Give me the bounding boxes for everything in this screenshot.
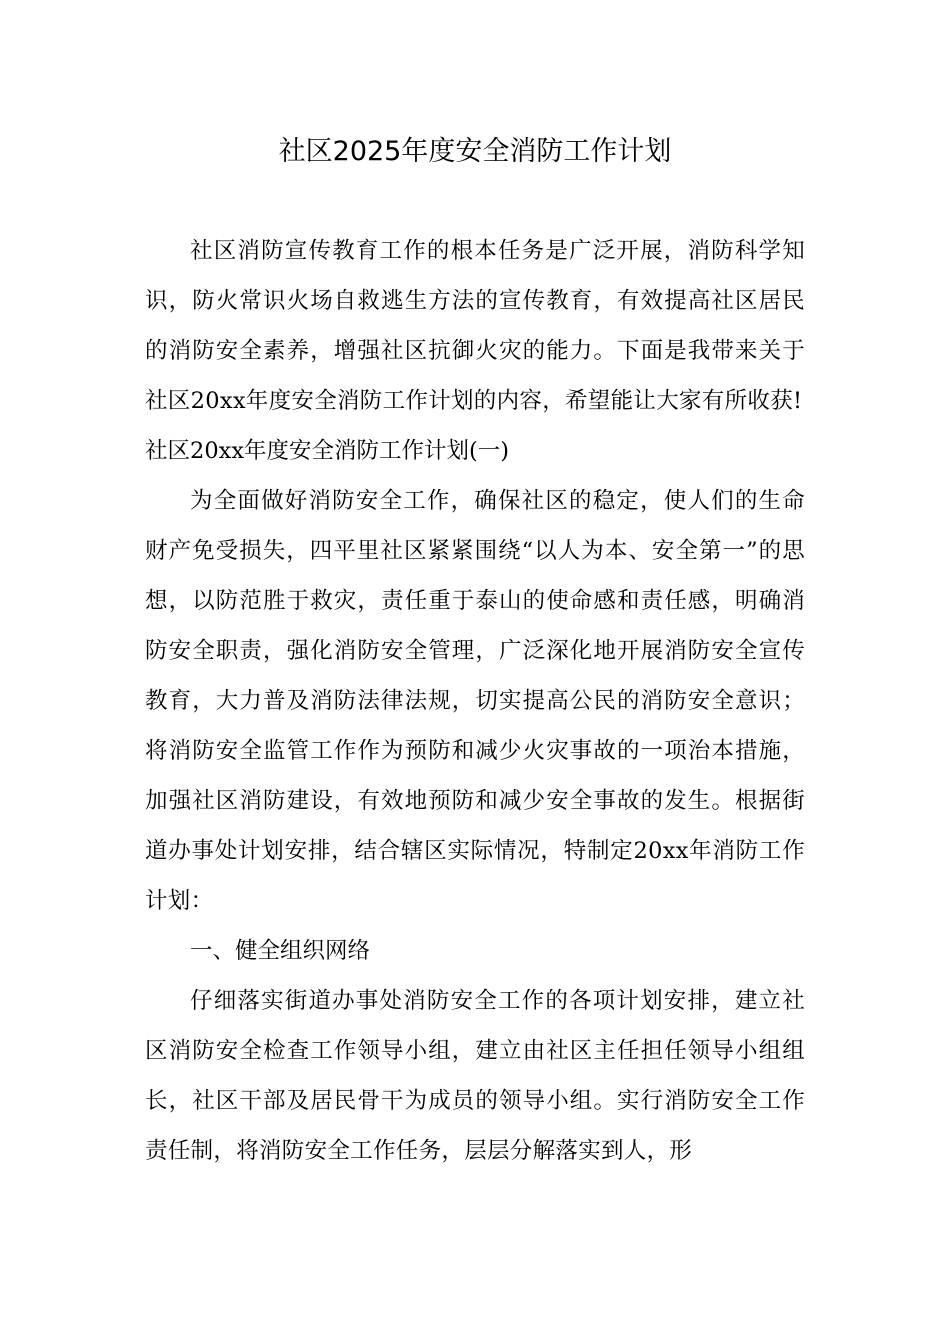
subheading-organization-network: 一、健全组织网络 <box>190 938 371 964</box>
document-title: 社区2025年度安全消防工作计划 <box>278 136 672 167</box>
plan-intro-paragraph: 为全面做好消防安全工作，确保社区的稳定，使人们的生命财产免受损失，四平里社区紧紧围绕“以人为本、安全第一”的思想，以防范胜于救灾，责任重于泰山的使命感和责任感，明确消防安全职责，强化消防安全管理，广泛深化地开展消防安全宣传教育，大力普及消防法律法规，切实提高公民的消防安全意识；将消防安全监管工作作为预防和减少火灾事故的一项治本措施，加强社区消防建设，有效地预防和减少安全事故的发生。根据街道办事处计划安排，结合辖区实际情况，特制定20xx年消防工作计划： <box>145 488 805 914</box>
organization-paragraph: 仔细落实街道办事处消防安全工作的各项计划安排，建立社区消防安全检查工作领导小组，建立由社区主任担任领导小组组长，社区干部及居民骨干为成员的领导小组。实行消防安全工作责任制，将消防安全工作任务，层层分解落实到人，形 <box>145 988 805 1164</box>
document-body <box>145 226 805 1176</box>
section-heading-plan-one: 社区20xx年度安全消防工作计划(一) <box>145 438 510 464</box>
intro-paragraph: 社区消防宣传教育工作的根本任务是广泛开展，消防科学知识，防火常识火场自救逃生方法的宣传教育，有效提高社区居民的消防安全素养，增强社区抗御火灾的能力。下面是我带来关于社区20xx年度安全消防工作计划的内容，希望能让大家有所收获! <box>145 238 805 414</box>
